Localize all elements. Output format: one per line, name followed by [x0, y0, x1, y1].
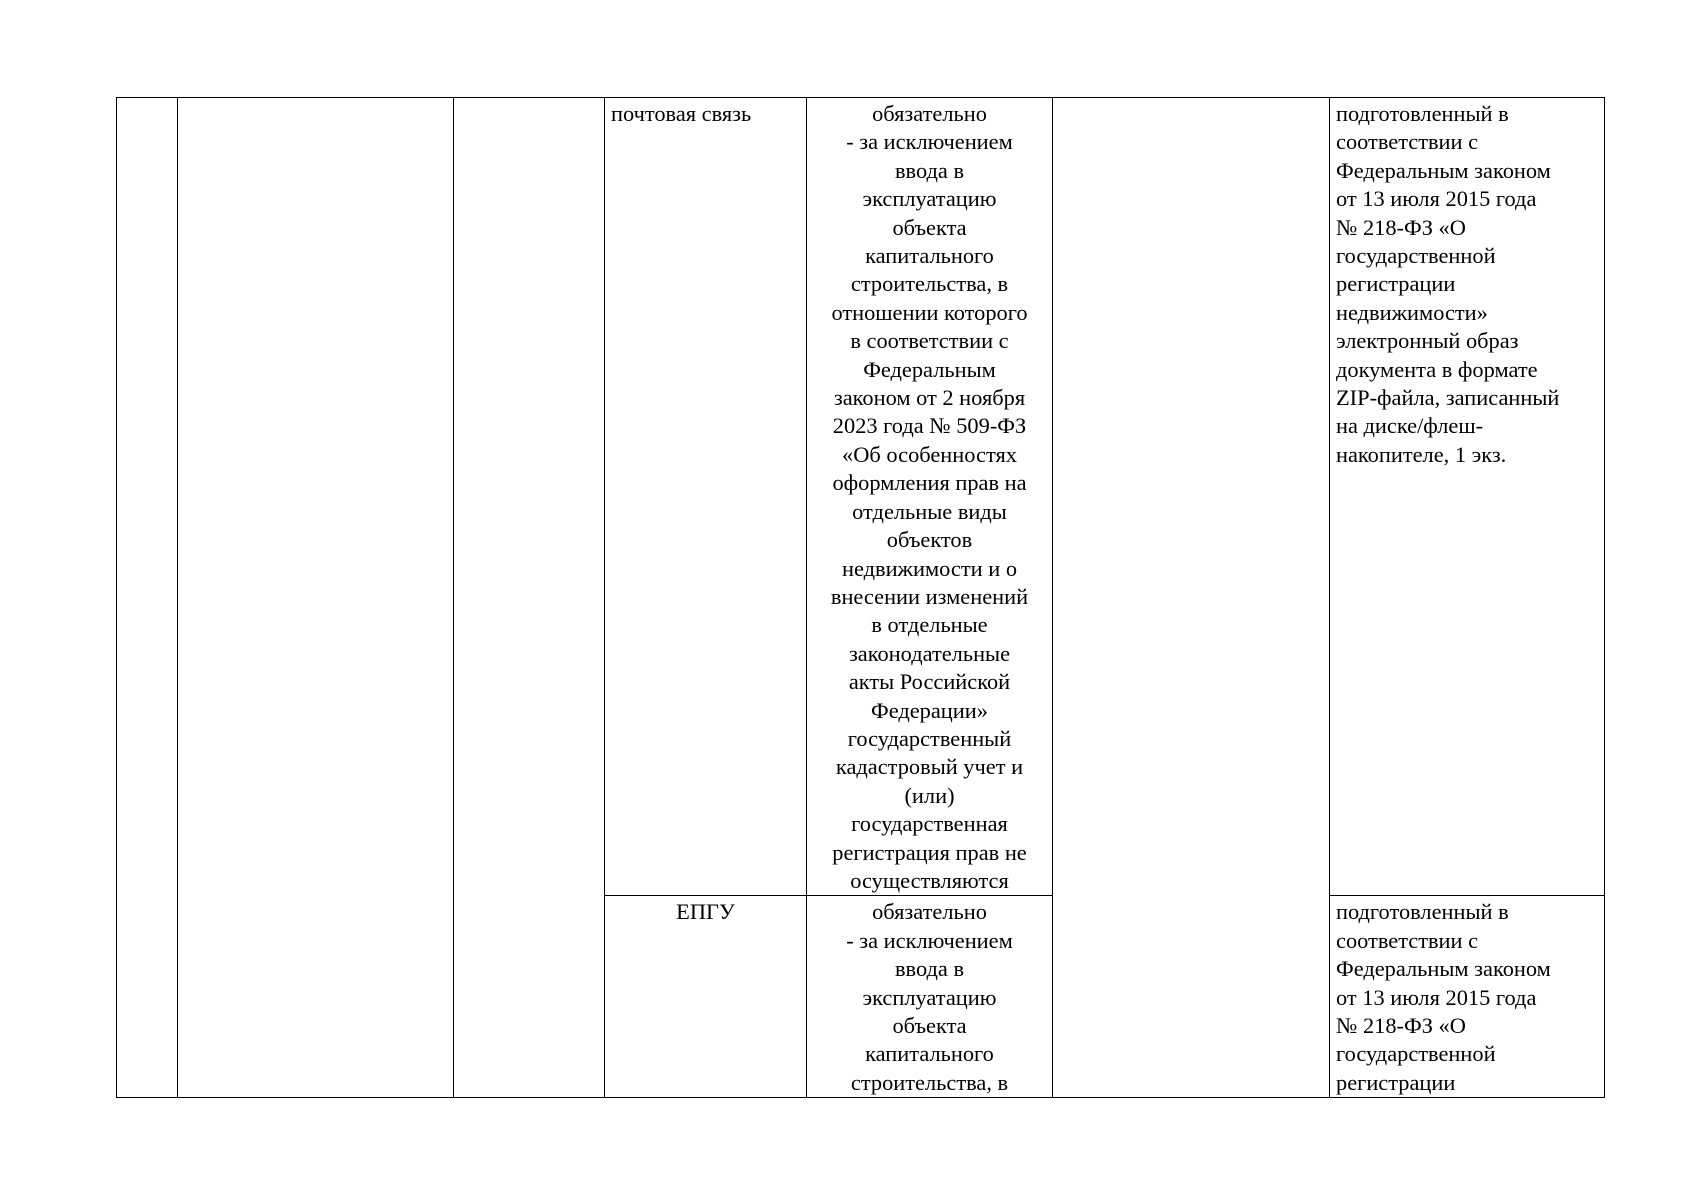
cell-document-name — [178, 98, 454, 1098]
requirement-text: обязательно - за исключением ввода в эксплуатацию объекта капитального строительства, в отношении которого в соответствии с Федеральным законом от 2 ноября 2023 года № 509-ФЗ «Об особенностях оформления прав на отдельные виды объектов недвижимости и о внесении изменений в отдельные законодательные акты Российской Федерации» государственный кадастровый учет и (или) государственная регистрация прав не осуществляются — [830, 101, 1029, 893]
requirement-text: обязательно - за исключением ввода в эксплуатацию объекта капитального строительства, в — [846, 899, 1013, 1095]
submission-channel-text: почтовая связь — [611, 101, 752, 126]
table-row — [117, 98, 1605, 896]
cell-number — [117, 98, 178, 1098]
cell-document-format — [1330, 98, 1605, 896]
requirements-table — [116, 97, 1605, 1098]
cell-document-type — [454, 98, 605, 1098]
cell-notes — [1053, 98, 1330, 1098]
cell-submission-channel — [605, 98, 807, 896]
cell-document-format — [1330, 896, 1605, 1098]
cell-requirement — [807, 98, 1053, 896]
cell-submission-channel — [605, 896, 807, 1098]
cell-requirement — [807, 896, 1053, 1098]
document-format-text: подготовленный в соответствии с Федеральным законом от 13 июля 2015 года № 218-ФЗ «О государственной регистрации — [1336, 899, 1551, 1095]
document-format-text: подготовленный в соответствии с Федеральным законом от 13 июля 2015 года № 218-ФЗ «О государственной регистрации недвижимости» электронный образ документа в формате ZIP-файла, записанный на диске/флеш- накопителе, 1 экз. — [1336, 101, 1560, 467]
submission-channel-text: ЕПГУ — [676, 899, 735, 925]
